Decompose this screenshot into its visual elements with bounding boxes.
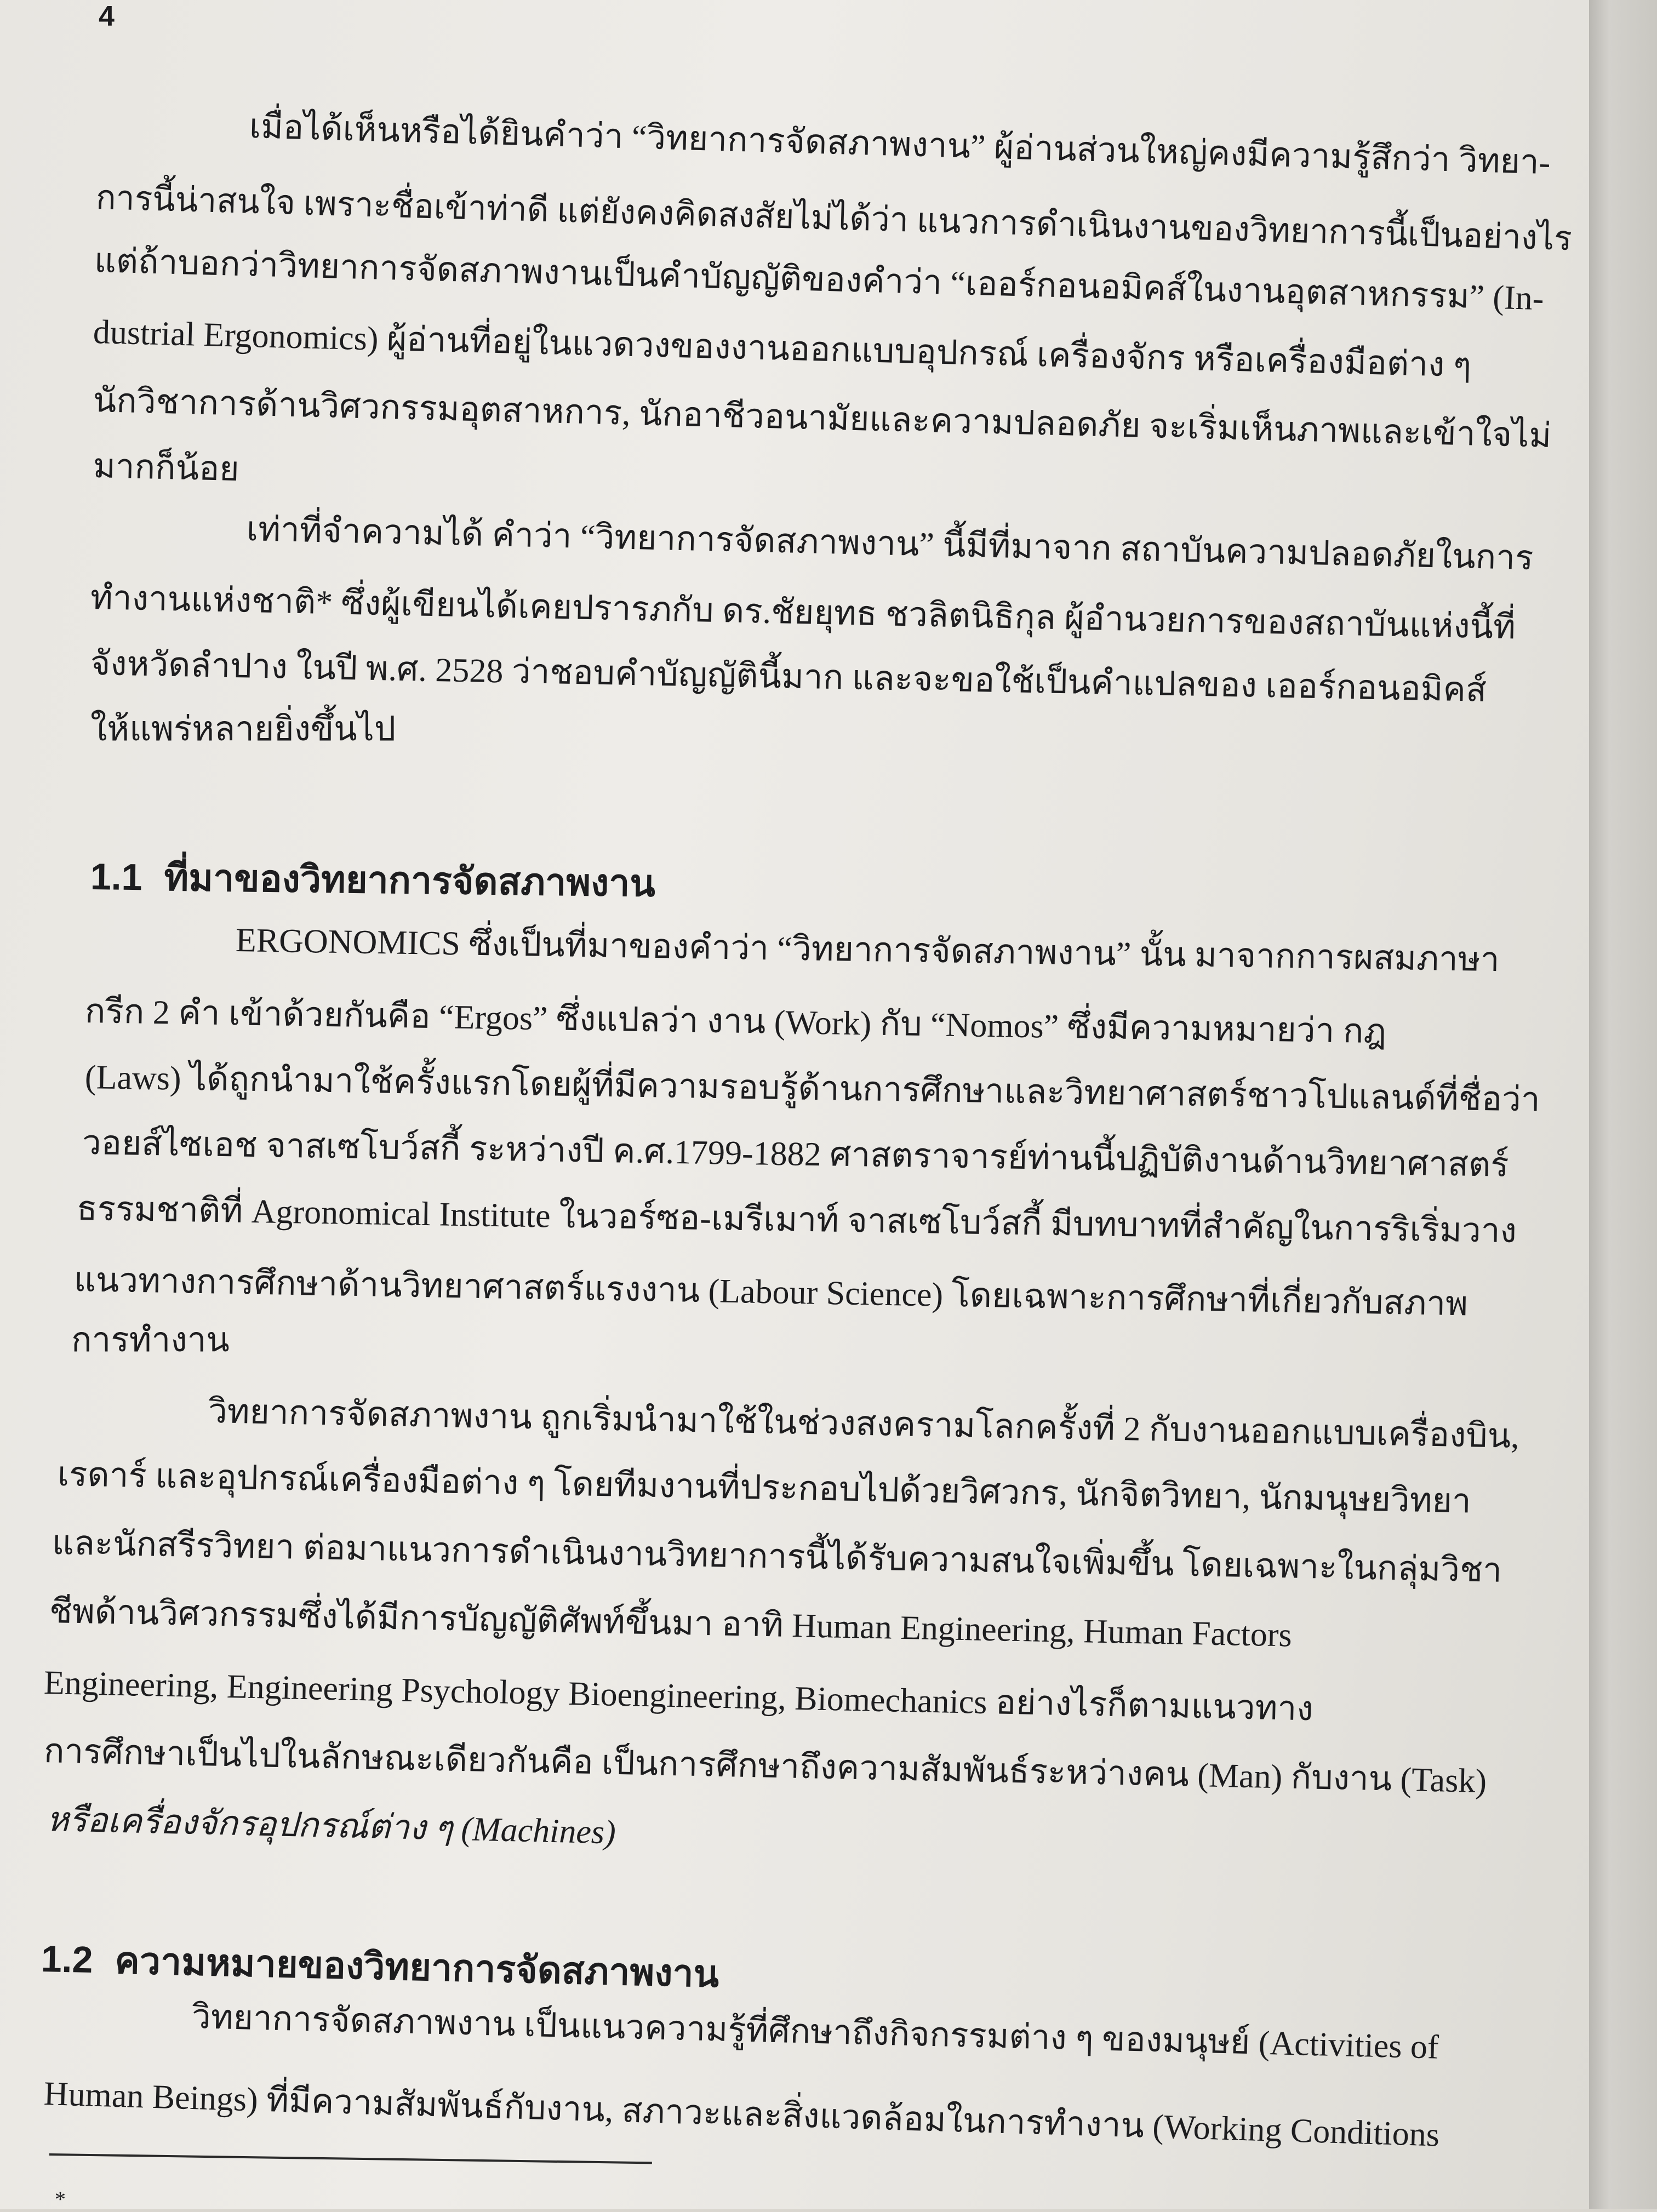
paragraph-1-line-6: มากก็น้อย (93, 448, 240, 489)
page-number: 4 (99, 1, 115, 32)
paragraph-1-line-4: dustrial Ergonomics) ผู้อ่านที่อยู่ในแวดวงของงานออกแบบอุปกรณ์ เครื่องจักร หรือเครื่องมือต่าง ๆ (93, 313, 1472, 385)
paragraph-4-line-3: และนักสรีรวิทยา ต่อมาแนวการดำเนินงานวิทยาการนี้ได้รับความสนใจเพิ่มขึ้น โดยเฉพาะในกลุ่มวิชา (52, 1524, 1502, 1590)
paragraph-3-line-1: ERGONOMICS ซึ่งเป็นที่มาของคำว่า “วิทยาการจัดสภาพงาน” นั้น มาจากการผสมภาษา (235, 922, 1500, 979)
paragraph-5-line-2: Human Beings) ที่มีความสัมพันธ์กับงาน, สภาวะและสิ่งแวดล้อมในการทำงาน (Working Conditions (43, 2075, 1441, 2154)
paragraph-1-line-5: นักวิชาการด้านวิศวกรรมอุตสาหการ, นักอาชีวอนามัยและความปลอดภัย จะเริ่มเห็นภาพและเข้าใจไม่ (93, 382, 1552, 455)
paragraph-3-line-4: วอยส์ไซเอช จาสเซโบว์สกี้ ระหว่างปี ค.ศ.1799-1882 ศาสตราจารย์ท่านนี้ปฏิบัติงานด้านวิทยาศาสตร์ (82, 1124, 1510, 1184)
page-edge-shadow (1589, 0, 1657, 2209)
paragraph-3-line-5: ธรรมชาติที่ Agronomical Institute ในวอร์ซอ-เมรีเมาท์ จาสเซโบว์สกี้ มีบทบาทที่สำคัญในการริเริ่มวาง (76, 1190, 1517, 1250)
paragraph-3-line-6: แนวทางการศึกษาด้านวิทยาศาสตร์แรงงาน (Labour Science) โดยเฉพาะการศึกษาที่เกี่ยวกับสภาพ (73, 1261, 1469, 1323)
paragraph-3-line-7: การทำงาน (71, 1322, 230, 1359)
section-title: ความหมายของวิทยาการจัดสภาพงาน (114, 1940, 720, 1996)
footnote-mark: * (55, 2187, 66, 2211)
section-title: ที่มาของวิทยาการจัดสภาพงาน (164, 856, 656, 905)
section-number: 1.1 (90, 856, 142, 899)
paragraph-1-line-1: เมื่อได้เห็นหรือได้ยินคำว่า “วิทยาการจัดสภาพงาน” ผู้อ่านส่วนใหญ่คงมีความรู้สึกว่า วิทยา- (249, 108, 1551, 182)
paragraph-2-line-1: เท่าที่จำความได้ คำว่า “วิทยาการจัดสภาพงาน” นี้มีที่มาจาก สถาบันความปลอดภัยในการ (246, 511, 1534, 578)
paragraph-4-line-7: หรือเครื่องจักรอุปกรณ์ต่าง ๆ (Machines) (46, 1801, 616, 1851)
paragraph-1-line-3: แต่ถ้าบอกว่าวิทยาการจัดสภาพงานเป็นคำบัญญัติของคำว่า “เออร์กอนอมิคส์ในงานอุตสาหกรรม” (In- (94, 242, 1545, 318)
paragraph-1-line-2: การนี้น่าสนใจ เพราะชื่อเข้าท่าดี แต่ยังคงคิดสงสัยไม่ได้ว่า แนวการดำเนินงานของวิทยาการนี้เป็นอย่างไร (95, 179, 1573, 258)
paragraph-2-line-4: ให้แพร่หลายยิ่งขึ้นไป (90, 711, 396, 748)
paragraph-5-line-1: วิทยาการจัดสภาพงาน เป็นแนวความรู้ที่ศึกษาถึงกิจกรรมต่าง ๆ ของมนุษย์ (Activities of (191, 1998, 1439, 2066)
paragraph-4-line-4: ชีพด้านวิศวกรรมซึ่งได้มีการบัญญัติศัพท์ขึ้นมา อาทิ Human Engineering, Human Factors (49, 1593, 1293, 1654)
paragraph-3-line-2: กรีก 2 คำ เข้าด้วยกันคือ “Ergos” ซึ่งแปลว่า งาน (Work) กับ “Nomos” ซึ่งมีความหมายว่า กฎ (84, 993, 1387, 1051)
paragraph-4-line-1: วิทยาการจัดสภาพงาน ถูกเริ่มนำมาใช้ในช่วงสงครามโลกครั้งที่ 2 กับงานออกแบบเครื่องบิน, (208, 1393, 1520, 1455)
paragraph-4-line-6: การศึกษาเป็นไปในลักษณะเดียวกันคือ เป็นการศึกษาถึงความสัมพันธ์ระหว่างคน (Man) กับงาน (Task) (43, 1733, 1487, 1801)
paragraph-2-line-3: จังหวัดลำปาง ในปี พ.ศ. 2528 ว่าชอบคำบัญญัตินี้มาก และจะขอใช้เป็นคำแปลของ เออร์กอนอมิคส์ (90, 645, 1487, 709)
section-heading-1-1 (90, 847, 655, 913)
paragraph-2-line-2: ทำงานแห่งชาติ* ซึ่งผู้เขียนได้เคยปรารภกับ ดร.ชัยยุทธ ชวลิตนิธิกุล ผู้อำนวยการของสถาบันแห่งนี้ที่ (90, 579, 1516, 647)
section-number: 1.2 (41, 1938, 94, 1981)
paragraph-4-line-2: เรดาร์ และอุปกรณ์เครื่องมือต่าง ๆ โดยทีมงานที่ประกอบไปด้วยวิศวกร, นักจิตวิทยา, นักมนุษยวิทยา (57, 1456, 1472, 1521)
footnote-rule (49, 2153, 652, 2164)
paragraph-3-line-3: (Laws) ได้ถูกนำมาใช้ครั้งแรกโดยผู้ที่มีความรอบรู้ด้านการศึกษาและวิทยาศาสตร์ชาวโปแลนด์ที่ชื่อว่า (84, 1059, 1541, 1119)
paragraph-4-line-5: Engineering, Engineering Psychology Bioengineering, Biomechanics อย่างไรก็ตามแนวทาง (43, 1664, 1314, 1728)
section-heading-1-2 (41, 1929, 720, 2003)
